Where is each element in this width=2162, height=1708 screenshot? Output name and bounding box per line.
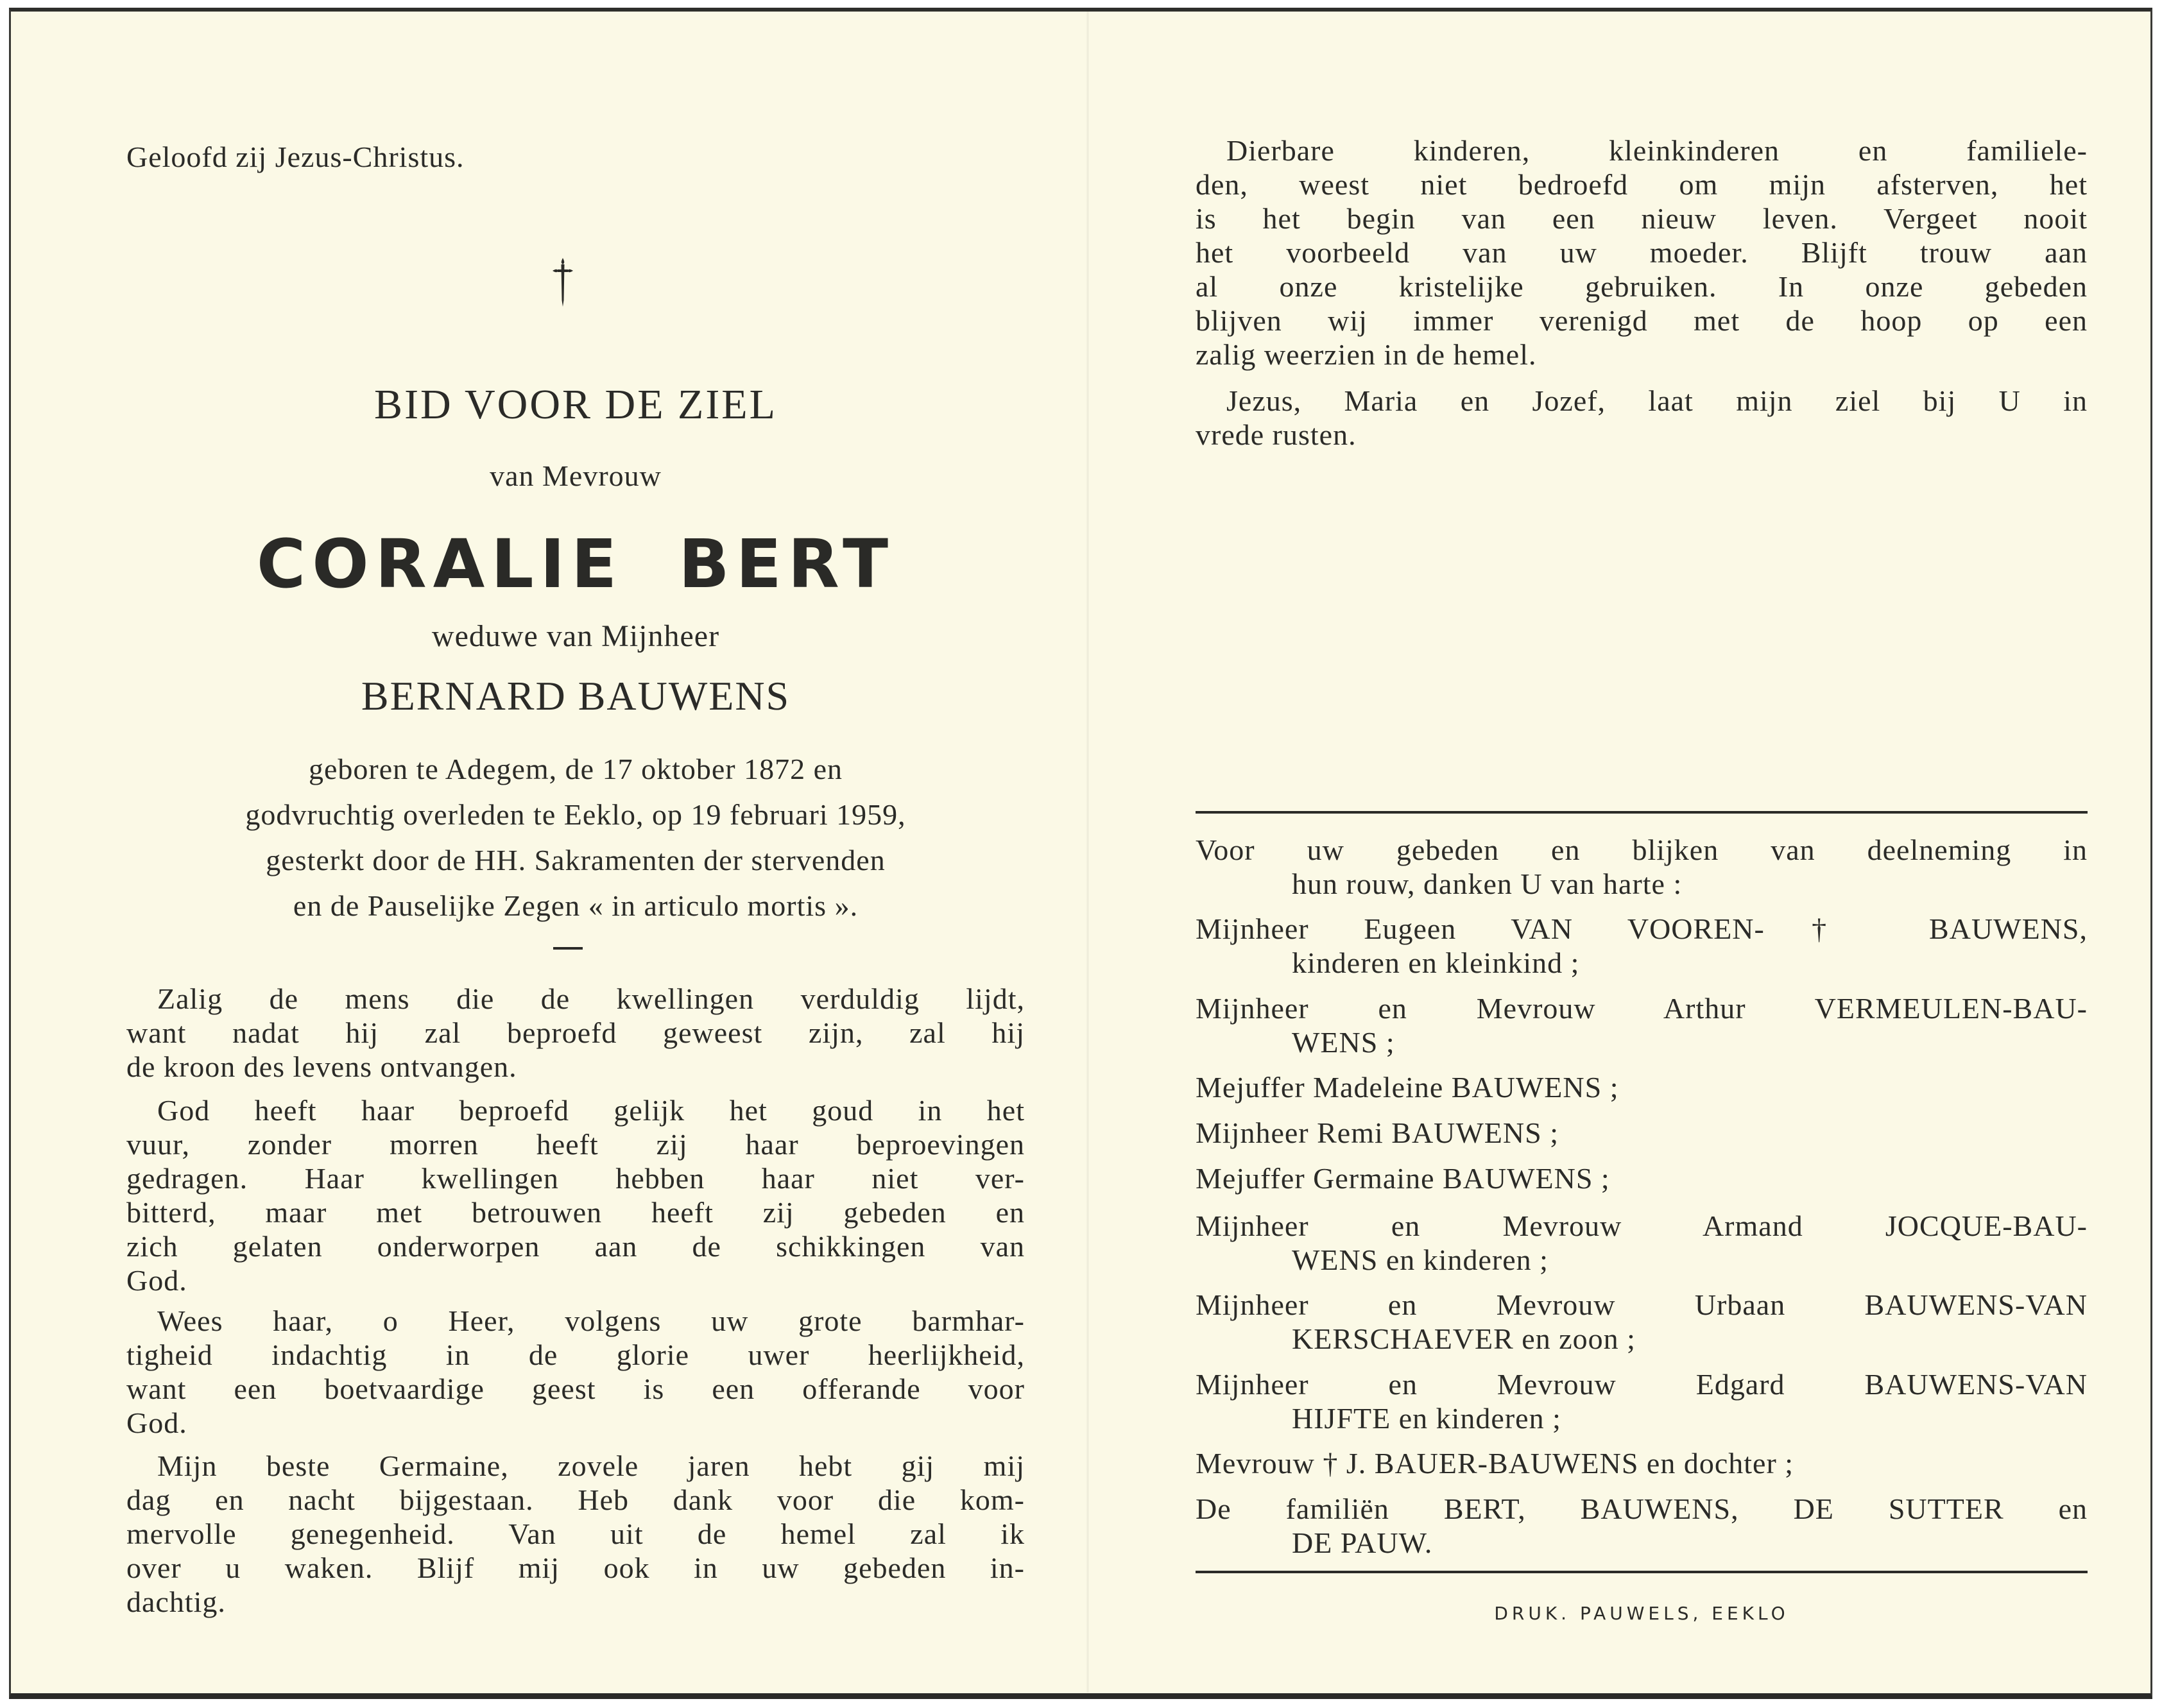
text-line: vrede rusten. — [1196, 418, 1357, 451]
card-fold — [1086, 12, 1089, 1693]
family-entry — [1196, 1070, 2088, 1104]
family-entry — [1196, 1161, 2088, 1195]
text-line: vuur, zonder morren heeft zij haar beproevingen — [126, 1128, 1025, 1161]
family-line: Mijnheer en Mevrouw Urbaan BAUWENS-VAN — [1196, 1288, 2088, 1321]
family-line: WENS ; — [1292, 1026, 1395, 1059]
prayer-paragraph — [1196, 384, 2088, 452]
text-line: over u waken. Blijf mij ook in uw gebeden in- — [126, 1551, 1025, 1584]
cross-icon — [550, 257, 576, 308]
biography — [126, 746, 1025, 928]
family-line: Mijnheer en Mevrouw Edgard BAUWENS-VAN — [1196, 1368, 2088, 1401]
text-line: de kroon des levens ontvangen. — [126, 1050, 517, 1083]
family-entry — [1196, 1367, 2088, 1435]
widow-of-line: weduwe van Mijnheer — [431, 619, 720, 653]
separator-dash — [553, 947, 583, 950]
family-entry — [1196, 1288, 2088, 1356]
text-line: den, weest niet bedroefd om mijn afsterven, het — [1196, 168, 2088, 201]
family-line: HIJFTE en kinderen ; — [1292, 1402, 1561, 1435]
text-line: mervolle genegenheid. Van uit de hemel zal ik — [126, 1517, 1025, 1550]
text-line: zalig weerzien in de hemel. — [1196, 338, 1537, 371]
prayer-header: BID VOOR DE ZIEL — [374, 381, 777, 428]
text-line: God. — [126, 1264, 187, 1297]
memorial-card — [9, 8, 2152, 1699]
opening-line: Geloofd zij Jezus-Christus. — [126, 141, 465, 173]
paragraph-germaine — [126, 1449, 1025, 1619]
bio-line: geboren te Adegem, de 17 oktober 1872 en — [309, 753, 843, 785]
text-line: want nadat hij zal beproefd geweest zijn, zal hij — [126, 1016, 1025, 1049]
text-line: Wees haar, o Heer, volgens uw grote barmhar- — [157, 1304, 1025, 1337]
family-line: Mejuffer Madeleine BAUWENS ; — [1196, 1071, 1619, 1104]
text-line: blijven wij immer verenigd met de hoop op een — [1196, 304, 2088, 337]
family-line: DE PAUW. — [1292, 1526, 1433, 1559]
text-line: zich gelaten onderworpen aan de schikkingen van — [126, 1230, 1025, 1263]
family-line: WENS en kinderen ; — [1292, 1243, 1549, 1276]
husband-name: BERNARD BAUWENS — [361, 673, 791, 719]
family-entry — [1196, 1446, 2088, 1480]
text-line: tigheid indachtig in de glorie uwer heerlijkheid, — [126, 1338, 1025, 1371]
family-line: Mijnheer en Mevrouw Armand JOCQUE-BAU- — [1196, 1209, 2088, 1242]
deceased-name: CORALIE BERT — [256, 525, 895, 603]
paragraph-trials — [126, 1093, 1025, 1297]
bio-line: gesterkt door de HH. Sakramenten der stervenden — [266, 844, 886, 876]
text-line: hun rouw, danken U van harte : — [1292, 867, 1683, 900]
text-line: Dierbare kinderen, kleinkinderen en familiele- — [1226, 134, 2088, 167]
text-line: God heeft haar beproefd gelijk het goud in het — [157, 1094, 1025, 1127]
bio-line: godvruchtig overleden te Eeklo, op 19 februari 1959, — [245, 798, 906, 831]
paragraph-mercy — [126, 1304, 1025, 1440]
family-line: De familiën BERT, BAUWENS, DE SUTTER en — [1196, 1492, 2088, 1525]
family-entry — [1196, 1492, 2088, 1560]
family-line: Mevrouw † J. BAUER-BAUWENS en dochter ; — [1196, 1447, 1794, 1480]
top-rule — [1196, 811, 2088, 814]
text-line: al onze kristelijke gebruiken. In onze gebeden — [1196, 270, 2088, 303]
text-line: bitterd, maar met betrouwen heeft zij gebeden en — [126, 1196, 1025, 1229]
text-line: gedragen. Haar kwellingen hebben haar niet ver- — [126, 1162, 1025, 1195]
message-paragraph — [1196, 133, 2088, 371]
family-entry — [1196, 1209, 2088, 1277]
family-entry — [1196, 1116, 2088, 1150]
family-entry — [1196, 991, 2088, 1059]
family-line: KERSCHAEVER en zoon ; — [1292, 1322, 1636, 1355]
text-line: Zalig de mens die de kwellingen verduldig lijdt, — [157, 982, 1025, 1015]
text-line: want een boetvaardige geest is een offerande voor — [126, 1372, 1025, 1405]
family-entry — [1196, 912, 2088, 980]
text-line: God. — [126, 1406, 187, 1439]
bottom-rule — [1196, 1571, 2088, 1573]
text-line: dachtig. — [126, 1585, 226, 1618]
family-line: Mejuffer Germaine BAUWENS ; — [1196, 1162, 1610, 1195]
printer-credit: DRUK. PAUWELS, EEKLO — [1494, 1603, 1789, 1624]
text-line: Jezus, Maria en Jozef, laat mijn ziel bij U in — [1226, 384, 2088, 417]
text-line: het voorbeeld van uw moeder. Blijft trouw aan — [1196, 236, 2088, 269]
text-line: Mijn beste Germaine, zovele jaren hebt gij mij — [157, 1449, 1025, 1482]
text-line: dag en nacht bijgestaan. Heb dank voor die kom- — [126, 1483, 1025, 1516]
bio-line: en de Pauselijke Zegen « in articulo mortis ». — [293, 889, 859, 922]
family-line: Mijnheer en Mevrouw Arthur VERMEULEN-BAU- — [1196, 992, 2088, 1025]
text-line: Voor uw gebeden en blijken van deelneming in — [1196, 833, 2088, 866]
paragraph-scripture — [126, 982, 1025, 1084]
family-line: Mijnheer Remi BAUWENS ; — [1196, 1116, 1559, 1149]
title-line: van Mevrouw — [490, 459, 662, 492]
family-line: kinderen en kleinkind ; — [1292, 946, 1580, 979]
thanks-intro — [1196, 833, 2088, 901]
family-line: Mijnheer Eugeen VAN VOOREN-† BAUWENS, — [1196, 912, 2088, 945]
text-line: is het begin van een nieuw leven. Vergeet nooit — [1196, 202, 2088, 235]
